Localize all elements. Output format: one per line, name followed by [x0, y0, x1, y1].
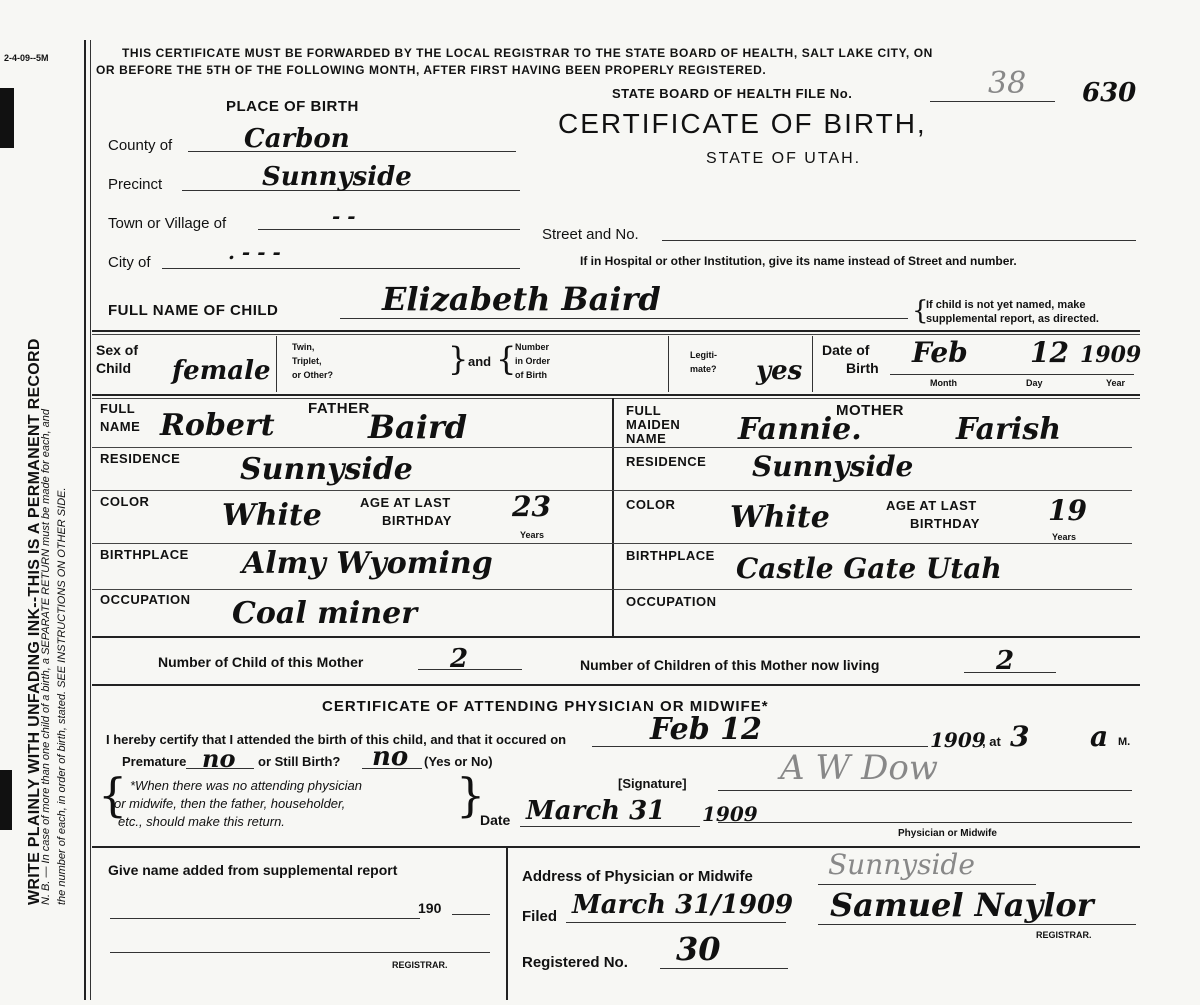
name-note-1: If child is not yet named, make [926, 299, 1086, 311]
street-note: If in Hospital or other Institution, give its name instead of Street and number. [580, 254, 1017, 268]
father-years-caption: Years [520, 530, 545, 540]
nb-note-line1: N. B. — In case of more than one child of a birth, a SEPARATE RETURN must be made for each, and [40, 408, 52, 905]
mother-birthplace-value: Castle Gate Utah [736, 552, 1002, 585]
twin-label-1: Twin, [292, 342, 315, 352]
mother-age-label-2: BIRTHDAY [910, 516, 980, 531]
dob-day: 12 [1030, 336, 1069, 369]
yes-or-no-label: (Yes or No) [424, 754, 493, 769]
father-occupation-label: OCCUPATION [100, 592, 191, 607]
birth-date-value: Feb 12 [650, 712, 762, 747]
and-label: and [468, 354, 492, 369]
dob-year: 1909 [1080, 342, 1142, 368]
dob-label-2: Birth [846, 360, 879, 376]
parents-divider [612, 398, 614, 636]
father-age-value: 23 [512, 490, 551, 523]
father-first-name: Robert [160, 408, 275, 443]
father-residence-label: RESIDENCE [100, 451, 181, 466]
sex-label-1: Sex of [96, 342, 139, 358]
father-color-value: White [222, 498, 322, 533]
father-heading: FATHER [308, 400, 370, 417]
father-color-label: COLOR [100, 494, 150, 509]
county-value: Carbon [244, 124, 350, 154]
mother-years-caption: Years [1052, 532, 1077, 542]
physician-caption: Physician or Midwife [898, 828, 997, 839]
dob-label-1: Date of [822, 342, 870, 358]
city-value: . - - - [228, 240, 281, 264]
mother-color-value: White [730, 500, 830, 535]
nb-note-line2: the number of each, in order of birth, stated. SEE INSTRUCTIONS ON OTHER SIDE. [56, 487, 68, 905]
torn-edge-lower [0, 770, 12, 830]
father-last-name: Baird [368, 408, 468, 446]
father-residence-value: Sunnyside [240, 452, 413, 487]
header-line-2: OR BEFORE THE 5TH OF THE FOLLOWING MONTH, AFTER FIRST HAVING BEEN PROPERLY REGISTERED. [96, 63, 767, 77]
form-code: 2-4-09--5M [4, 53, 49, 63]
mother-color-label: COLOR [626, 497, 676, 512]
living-children-label: Number of Children of this Mother now living [580, 657, 880, 673]
supplemental-year: 190 [418, 900, 442, 916]
name-note-2: supplemental report, as directed. [926, 313, 1099, 325]
registered-label: Registered No. [522, 954, 628, 971]
permanent-record-note: WRITE PLAINLY WITH UNFADING INK--THIS IS A PERMANENT RECORD [26, 338, 43, 905]
physician-heading: CERTIFICATE OF ATTENDING PHYSICIAN OR MIDWIFE* [322, 698, 769, 715]
torn-edge [0, 88, 14, 148]
city-label: City of [108, 254, 151, 271]
registrar-caption-left: REGISTRAR. [392, 960, 448, 970]
father-age-label-1: AGE AT LAST [360, 495, 451, 510]
premature-label: Premature [122, 754, 187, 769]
day-caption: Day [1026, 378, 1043, 388]
mother-birthplace-label: BIRTHPLACE [626, 548, 715, 563]
address-value: Sunnyside [828, 848, 975, 881]
mother-full-label-1: FULL [626, 403, 662, 418]
month-caption: Month [930, 378, 957, 388]
registrar-caption-right: REGISTRAR. [1036, 930, 1092, 940]
child-name-value: Elizabeth Baird [382, 280, 661, 318]
order-label-2: in Order [515, 356, 551, 366]
county-label: County of [108, 137, 173, 154]
street-label: Street and No. [542, 226, 639, 243]
registrar-signature: Samuel Naylor [830, 886, 1094, 924]
mother-full-label-3: NAME [626, 431, 667, 446]
registered-value: 30 [676, 930, 721, 968]
sex-value: female [172, 356, 271, 386]
at-label: , at [982, 734, 1001, 749]
legit-label-2: mate? [690, 364, 717, 374]
mother-last-name: Farish [956, 412, 1061, 447]
mother-first-name: Fannie. [738, 412, 862, 447]
precinct-label: Precinct [108, 176, 163, 193]
date-signed-label: Date [480, 812, 511, 828]
margin-rule-inner [90, 40, 91, 1000]
father-full-label-2: NAME [100, 419, 141, 434]
birth-time-value: 3 [1010, 720, 1030, 753]
birth-year-value: 1909 [930, 728, 986, 752]
year-caption: Year [1106, 378, 1126, 388]
mother-residence-label: RESIDENCE [626, 454, 707, 469]
mother-age-value: 19 [1048, 494, 1087, 527]
town-value: - - [332, 204, 356, 228]
father-full-label-1: FULL [100, 401, 136, 416]
certify-text: I hereby certify that I attended the birth of this child, and that it occured on [106, 732, 567, 747]
father-occupation-value: Coal miner [232, 596, 418, 631]
header-line-1: THIS CERTIFICATE MUST BE FORWARDED BY THE LOCAL REGISTRAR TO THE STATE BOARD OF HEALTH, SALT LAKE CITY, ON [122, 46, 933, 60]
twin-label-2: Triplet, [292, 356, 322, 366]
physician-signature: A W Dow [780, 748, 938, 788]
order-label-1: Number [515, 342, 550, 352]
birth-ampm-value: a [1090, 720, 1109, 753]
mother-age-label-1: AGE AT LAST [886, 498, 977, 513]
child-name-label: FULL NAME OF CHILD [108, 302, 279, 319]
m-suffix: M. [1118, 736, 1131, 748]
father-birthplace-label: BIRTHPLACE [100, 547, 189, 562]
stillbirth-value: no [372, 742, 409, 772]
dob-month: Feb [912, 336, 968, 369]
margin-rule [84, 40, 86, 1000]
physician-note-2: or midwife, then the father, householder, [114, 796, 346, 811]
mother-full-label-2: MAIDEN [626, 417, 681, 432]
filed-value: March 31/1909 [572, 890, 794, 920]
supplemental-label: Give name added from supplemental report [108, 862, 398, 878]
twin-label-3: or Other? [292, 370, 334, 380]
legit-value: yes [756, 356, 803, 386]
mother-residence-value: Sunnyside [752, 450, 914, 483]
address-label: Address of Physician or Midwife [522, 868, 753, 885]
date-signed-year: 1909 [702, 802, 758, 826]
filed-label: Filed [522, 908, 558, 925]
legit-label-1: Legiti- [690, 350, 717, 360]
physician-note-1: *When there was no attending physician [130, 778, 362, 793]
mother-heading: MOTHER [836, 402, 904, 419]
town-label: Town or Village of [108, 215, 227, 232]
father-age-label-2: BIRTHDAY [382, 513, 452, 528]
file-no-extra: 630 [1082, 78, 1137, 108]
child-number-label: Number of Child of this Mother [158, 654, 364, 670]
signature-label: [Signature] [618, 776, 687, 791]
physician-note-3: etc., should make this return. [118, 814, 285, 829]
child-number-value: 2 [450, 644, 469, 674]
place-heading: PLACE OF BIRTH [226, 98, 359, 115]
mother-occupation-label: OCCUPATION [626, 594, 717, 609]
order-label-3: of Birth [515, 370, 547, 380]
stillbirth-label: or Still Birth? [258, 754, 341, 769]
file-no-value: 38 [988, 66, 1027, 101]
file-no-label: STATE BOARD OF HEALTH FILE No. [612, 86, 853, 101]
page-title: CERTIFICATE OF BIRTH, [558, 108, 927, 139]
precinct-value: Sunnyside [262, 162, 412, 192]
father-birthplace-value: Almy Wyoming [242, 546, 493, 581]
premature-value: no [202, 744, 236, 773]
page-subtitle: STATE OF UTAH. [706, 150, 862, 167]
date-signed-value: March 31 [526, 796, 666, 826]
living-children-value: 2 [996, 646, 1015, 676]
sex-label-2: Child [96, 360, 131, 376]
